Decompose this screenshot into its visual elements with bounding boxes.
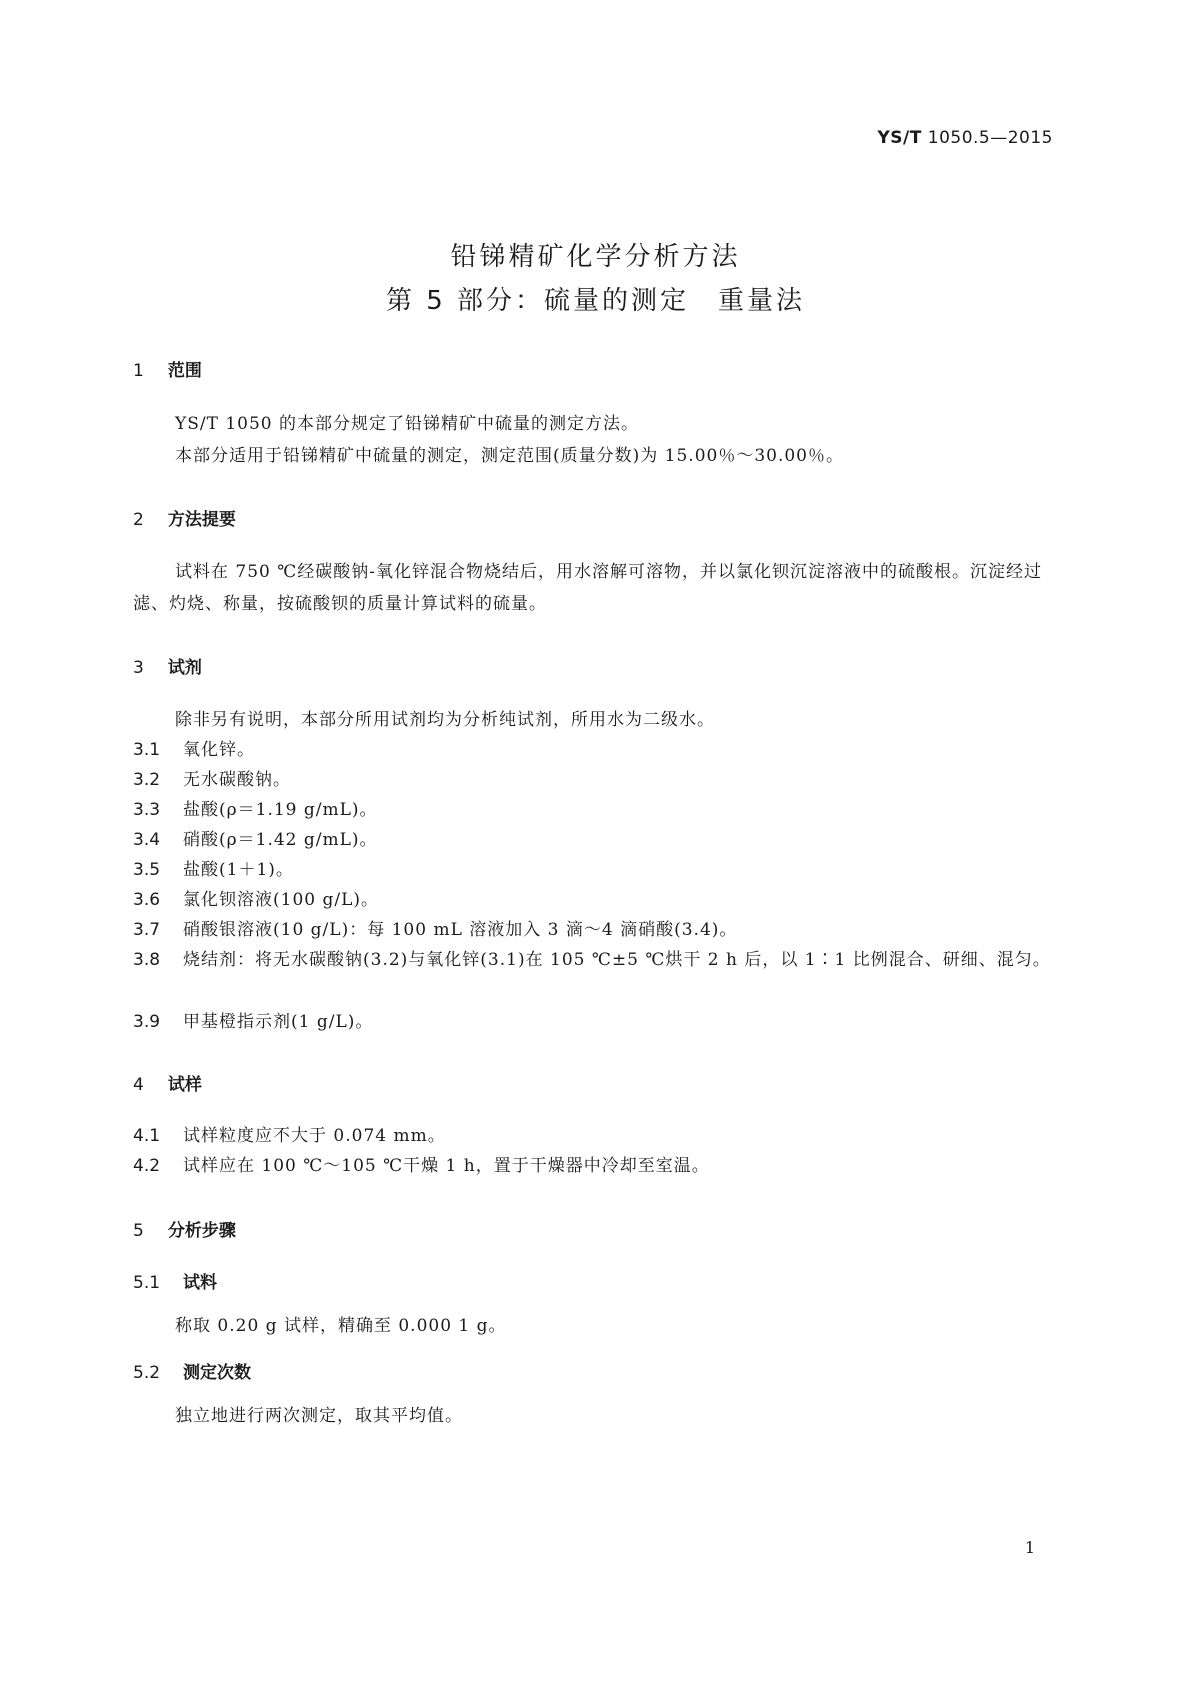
item-text: 烧结剂：将无水碳酸钠(3.2)与氧化锌(3.1)在 105 ℃±5 ℃烘干 2 h 后，以 1∶1 比例混合、研细、混匀。 — [183, 950, 1051, 970]
section-number: 2 — [133, 510, 144, 530]
list-item — [133, 1150, 1058, 1182]
list-item — [133, 1120, 1058, 1152]
subsection-5-2-heading — [133, 1358, 251, 1383]
item-text: 盐酸(ρ＝1.19 g/mL)。 — [183, 800, 378, 820]
list-item — [133, 914, 1058, 946]
list-item — [133, 824, 1058, 856]
section-title: 范围 — [167, 361, 202, 381]
document-subtitle: 第 5 部分：硫量的测定 重量法 — [385, 286, 806, 316]
item-number: 3.2 — [133, 770, 161, 790]
list-item — [133, 944, 1058, 976]
section-4-heading — [133, 1070, 202, 1095]
section-2-heading — [133, 505, 236, 530]
item-text: 氧化锌。 — [183, 740, 255, 760]
item-number: 3.9 — [133, 1012, 161, 1032]
item-number: 3.8 — [133, 950, 161, 970]
list-item — [133, 734, 1058, 766]
subsection-5-1-text: 称取 0.20 g 试样，精确至 0.000 1 g。 — [175, 1316, 507, 1336]
subsection-5-2-text: 独立地进行两次测定，取其平均值。 — [175, 1406, 463, 1426]
subsection-title: 测定次数 — [183, 1363, 251, 1383]
section-number: 1 — [133, 361, 144, 381]
section-number: 3 — [133, 658, 144, 678]
item-text: 盐酸(1＋1)。 — [183, 860, 294, 880]
section-3-intro: 除非另有说明，本部分所用试剂均为分析纯试剂，所用水为二级水。 — [175, 710, 715, 730]
item-text: 无水碳酸钠。 — [183, 770, 291, 790]
section-3-heading — [133, 653, 202, 678]
section-title: 分析步骤 — [167, 1221, 236, 1241]
subsection-number: 5.2 — [133, 1363, 161, 1383]
standard-code-prefix: YS/T — [877, 128, 922, 148]
subsection-title: 试料 — [183, 1273, 217, 1293]
list-item — [133, 1006, 1058, 1038]
section-title: 方法提要 — [167, 510, 236, 530]
section-1-heading — [133, 356, 202, 381]
item-number: 3.1 — [133, 740, 161, 760]
subsection-5-1-heading — [133, 1268, 217, 1293]
item-text: 甲基橙指示剂(1 g/L)。 — [183, 1012, 374, 1032]
section-2-paragraph: 试料在 750 ℃经碳酸钠-氧化锌混合物烧结后，用水溶解可溶物，并以氯化钡沉淀溶液中的硫酸根。沉淀经过滤、灼烧、称量，按硫酸钡的质量计算试料的硫量。 — [133, 562, 1043, 614]
section-title: 试剂 — [167, 658, 202, 678]
standard-code-number: 1050.5—2015 — [927, 128, 1053, 148]
list-item — [133, 854, 1058, 886]
item-number: 3.5 — [133, 860, 161, 880]
section-title: 试样 — [167, 1075, 202, 1095]
page-number: 1 — [1024, 1538, 1035, 1557]
item-text: 硝酸银溶液(10 g/L)：每 100 mL 溶液加入 3 滴～4 滴硝酸(3.4)。 — [183, 920, 738, 940]
document-title: 铅锑精矿化学分析方法 — [450, 242, 741, 272]
section-5-heading — [133, 1216, 236, 1241]
item-number: 3.7 — [133, 920, 161, 940]
section-1-paragraph-1: YS/T 1050 的本部分规定了铅锑精矿中硫量的测定方法。 — [175, 414, 640, 434]
item-number: 3.3 — [133, 800, 161, 820]
item-text: 氯化钡溶液(100 g/L)。 — [183, 890, 380, 910]
subsection-number: 5.1 — [133, 1273, 161, 1293]
item-number: 4.1 — [133, 1126, 161, 1146]
section-number: 5 — [133, 1221, 144, 1241]
item-text: 硝酸(ρ＝1.42 g/mL)。 — [183, 830, 378, 850]
item-text: 试样应在 100 ℃～105 ℃干燥 1 h，置于干燥器中冷却至室温。 — [183, 1156, 710, 1176]
item-number: 3.4 — [133, 830, 161, 850]
item-text: 试样粒度应不大于 0.074 mm。 — [183, 1126, 446, 1146]
item-number: 4.2 — [133, 1156, 161, 1176]
section-number: 4 — [133, 1075, 144, 1095]
section-1-paragraph-2: 本部分适用于铅锑精矿中硫量的测定，测定范围(质量分数)为 15.00％～30.00％。 — [175, 446, 845, 466]
item-number: 3.6 — [133, 890, 161, 910]
list-item — [133, 884, 1058, 916]
list-item — [133, 764, 1058, 796]
list-item — [133, 794, 1058, 826]
standard-code — [877, 128, 1053, 148]
